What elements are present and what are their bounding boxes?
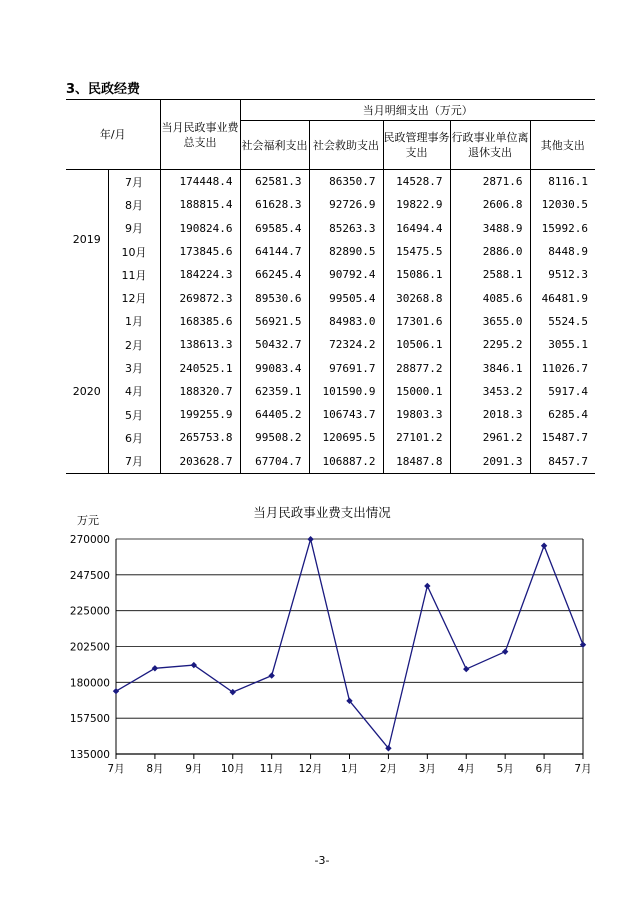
value-cell: 3453.2 bbox=[450, 380, 530, 403]
value-cell: 203628.7 bbox=[160, 450, 240, 474]
month-cell: 8月 bbox=[108, 193, 160, 216]
value-cell: 16494.4 bbox=[383, 217, 450, 240]
x-tick-label: 4月 bbox=[457, 763, 475, 775]
value-cell: 84983.0 bbox=[309, 310, 383, 333]
value-cell: 64144.7 bbox=[240, 240, 309, 263]
value-cell: 190824.6 bbox=[160, 217, 240, 240]
y-tick-label: 157500 bbox=[69, 713, 110, 726]
value-cell: 5524.5 bbox=[530, 310, 595, 333]
value-cell: 15487.7 bbox=[530, 426, 595, 449]
value-cell: 168385.6 bbox=[160, 310, 240, 333]
x-tick-label: 1月 bbox=[340, 763, 359, 775]
header-detail-group: 当月明细支出（万元） bbox=[240, 100, 595, 121]
value-cell: 66245.4 bbox=[240, 263, 309, 286]
x-tick-label: 3月 bbox=[418, 763, 436, 775]
chart-y-unit: 万元 bbox=[77, 514, 99, 527]
value-cell: 72324.2 bbox=[309, 333, 383, 356]
value-cell: 50432.7 bbox=[240, 333, 309, 356]
value-cell: 3655.0 bbox=[450, 310, 530, 333]
month-cell: 2月 bbox=[108, 333, 160, 356]
value-cell: 82890.5 bbox=[309, 240, 383, 263]
value-cell: 27101.2 bbox=[383, 426, 450, 449]
month-cell: 3月 bbox=[108, 356, 160, 379]
x-tick-label: 5月 bbox=[496, 763, 514, 775]
x-tick-label: 11月 bbox=[259, 763, 284, 775]
value-cell: 2606.8 bbox=[450, 193, 530, 216]
value-cell: 6285.4 bbox=[530, 403, 595, 426]
header-social-welfare: 社会福利支出 bbox=[240, 121, 309, 170]
chart-title: 当月民政事业费支出情况 bbox=[253, 505, 391, 520]
value-cell: 9512.3 bbox=[530, 263, 595, 286]
value-cell: 2588.1 bbox=[450, 263, 530, 286]
header-year-month: 年/月 bbox=[66, 100, 160, 170]
y-tick-label: 180000 bbox=[69, 677, 110, 690]
value-cell: 46481.9 bbox=[530, 286, 595, 309]
month-cell: 10月 bbox=[108, 240, 160, 263]
month-cell: 7月 bbox=[108, 450, 160, 474]
value-cell: 15992.6 bbox=[530, 217, 595, 240]
value-cell: 120695.5 bbox=[309, 426, 383, 449]
value-cell: 67704.7 bbox=[240, 450, 309, 474]
y-tick-label: 225000 bbox=[69, 605, 110, 618]
data-point bbox=[268, 672, 274, 678]
value-cell: 101590.9 bbox=[309, 380, 383, 403]
value-cell: 85263.3 bbox=[309, 217, 383, 240]
value-cell: 90792.4 bbox=[309, 263, 383, 286]
value-cell: 99508.2 bbox=[240, 426, 309, 449]
value-cell: 2886.0 bbox=[450, 240, 530, 263]
value-cell: 14528.7 bbox=[383, 170, 450, 194]
x-tick-label: 10月 bbox=[220, 763, 245, 775]
month-cell: 12月 bbox=[108, 286, 160, 309]
value-cell: 92726.9 bbox=[309, 193, 383, 216]
y-tick-label: 247500 bbox=[69, 569, 110, 582]
value-cell: 64405.2 bbox=[240, 403, 309, 426]
value-cell: 188320.7 bbox=[160, 380, 240, 403]
header-civil-admin: 民政管理事务支出 bbox=[383, 121, 450, 170]
data-point bbox=[307, 536, 313, 542]
value-cell: 2295.2 bbox=[450, 333, 530, 356]
x-tick-label: 9月 bbox=[185, 763, 203, 775]
data-point bbox=[113, 688, 119, 694]
value-cell: 8116.1 bbox=[530, 170, 595, 194]
value-cell: 30268.8 bbox=[383, 286, 450, 309]
value-cell: 3488.9 bbox=[450, 217, 530, 240]
value-cell: 2091.3 bbox=[450, 450, 530, 474]
year-cell: 2019 bbox=[72, 233, 101, 247]
value-cell: 99083.4 bbox=[240, 356, 309, 379]
value-cell: 173845.6 bbox=[160, 240, 240, 263]
value-cell: 138613.3 bbox=[160, 333, 240, 356]
data-point bbox=[541, 543, 547, 549]
value-cell: 199255.9 bbox=[160, 403, 240, 426]
value-cell: 62581.3 bbox=[240, 170, 309, 194]
value-cell: 97691.7 bbox=[309, 356, 383, 379]
value-cell: 8448.9 bbox=[530, 240, 595, 263]
value-cell: 18487.8 bbox=[383, 450, 450, 474]
value-cell: 69585.4 bbox=[240, 217, 309, 240]
value-cell: 15000.1 bbox=[383, 380, 450, 403]
value-cell: 19822.9 bbox=[383, 193, 450, 216]
value-cell: 265753.8 bbox=[160, 426, 240, 449]
value-cell: 86350.7 bbox=[309, 170, 383, 194]
header-social-assistance: 社会救助支出 bbox=[309, 121, 383, 170]
y-tick-label: 135000 bbox=[69, 749, 110, 761]
value-cell: 240525.1 bbox=[160, 356, 240, 379]
value-cell: 2961.2 bbox=[450, 426, 530, 449]
month-cell: 1月 bbox=[108, 310, 160, 333]
value-cell: 89530.6 bbox=[240, 286, 309, 309]
data-point bbox=[580, 642, 586, 648]
value-cell: 3846.1 bbox=[450, 356, 530, 379]
value-cell: 56921.5 bbox=[240, 310, 309, 333]
month-cell: 11月 bbox=[108, 263, 160, 286]
value-cell: 4085.6 bbox=[450, 286, 530, 309]
value-cell: 2871.6 bbox=[450, 170, 530, 194]
value-cell: 28877.2 bbox=[383, 356, 450, 379]
x-tick-label: 12月 bbox=[298, 763, 323, 775]
header-retirement: 行政事业单位离退休支出 bbox=[450, 121, 530, 170]
year-cell: 2020 bbox=[66, 310, 108, 474]
month-cell: 4月 bbox=[108, 380, 160, 403]
value-cell: 188815.4 bbox=[160, 193, 240, 216]
value-cell: 17301.6 bbox=[383, 310, 450, 333]
value-cell: 174448.4 bbox=[160, 170, 240, 194]
value-cell: 106887.2 bbox=[309, 450, 383, 474]
value-cell: 3055.1 bbox=[530, 333, 595, 356]
data-point bbox=[463, 666, 469, 672]
value-cell: 12030.5 bbox=[530, 193, 595, 216]
section-title: 3、民政经费 bbox=[66, 82, 141, 97]
value-cell: 61628.3 bbox=[240, 193, 309, 216]
x-tick-label: 7月 bbox=[107, 763, 125, 775]
data-point bbox=[424, 583, 430, 589]
y-tick-label: 270000 bbox=[69, 534, 110, 546]
x-tick-label: 6月 bbox=[535, 763, 553, 775]
value-cell: 10506.1 bbox=[383, 333, 450, 356]
value-cell: 5917.4 bbox=[530, 380, 595, 403]
value-cell: 15475.5 bbox=[383, 240, 450, 263]
value-cell: 2018.3 bbox=[450, 403, 530, 426]
value-cell: 62359.1 bbox=[240, 380, 309, 403]
x-tick-label: 8月 bbox=[146, 763, 164, 775]
month-cell: 6月 bbox=[108, 426, 160, 449]
month-cell: 9月 bbox=[108, 217, 160, 240]
value-cell: 19803.3 bbox=[383, 403, 450, 426]
data-point bbox=[502, 648, 508, 654]
page-number: -3- bbox=[314, 854, 330, 867]
value-cell: 106743.7 bbox=[309, 403, 383, 426]
series-line bbox=[116, 539, 583, 748]
value-cell: 99505.4 bbox=[309, 286, 383, 309]
x-tick-label: 7月 bbox=[574, 763, 592, 775]
data-point bbox=[152, 665, 158, 671]
x-tick-label: 2月 bbox=[379, 763, 398, 775]
y-tick-label: 202500 bbox=[69, 641, 110, 654]
month-cell: 5月 bbox=[108, 403, 160, 426]
month-cell: 7月 bbox=[108, 170, 160, 194]
value-cell: 184224.3 bbox=[160, 263, 240, 286]
header-total: 当月民政事业费总支出 bbox=[160, 100, 240, 170]
value-cell: 15086.1 bbox=[383, 263, 450, 286]
value-cell: 8457.7 bbox=[530, 450, 595, 474]
header-other: 其他支出 bbox=[530, 121, 595, 170]
value-cell: 269872.3 bbox=[160, 286, 240, 309]
value-cell: 11026.7 bbox=[530, 356, 595, 379]
